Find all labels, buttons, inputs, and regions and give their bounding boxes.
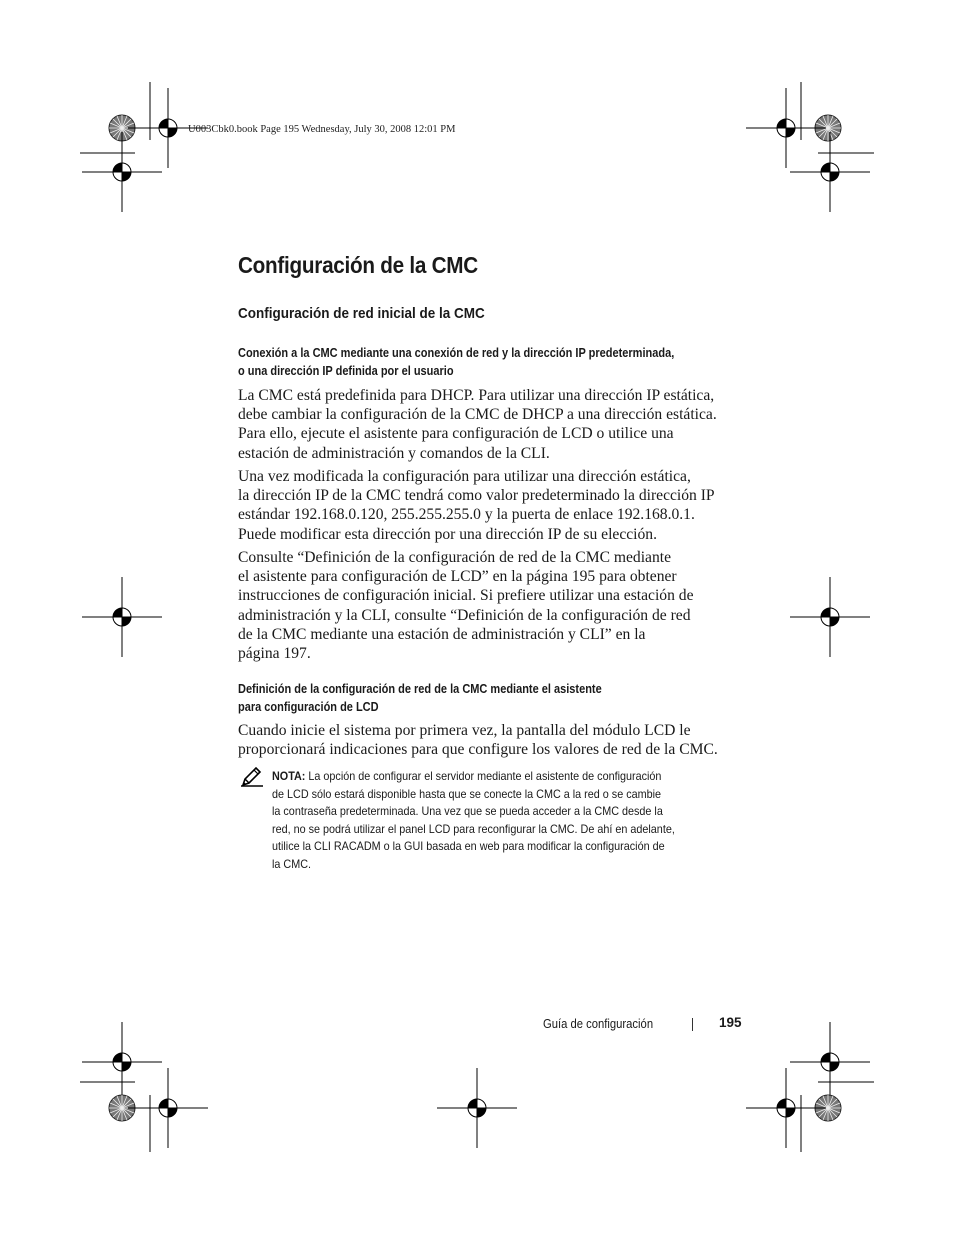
section-heading: Configuración de red inicial de la CMC xyxy=(238,305,485,322)
text-line: Una vez modificada la configuración para utilizar una dirección estática, xyxy=(238,468,691,485)
pencil-note-icon xyxy=(240,767,264,787)
crosshair-icon xyxy=(82,132,162,212)
crosshair-icon xyxy=(790,1022,870,1102)
text-line: la dirección IP de la CMC tendrá como valor predeterminado la dirección IP xyxy=(238,487,715,505)
crosshair-icon xyxy=(437,1068,517,1148)
crosshair-icon xyxy=(790,577,870,657)
note-line: la contraseña predeterminada. Una vez que se pueda acceder a la CMC desde la xyxy=(272,804,663,818)
text-line: estación de administración y comandos de la CLI. xyxy=(238,444,550,462)
footer-label: Guía de configuración xyxy=(543,1017,654,1031)
text-line: Para ello, ejecute el asistente para configuración de LCD o utilice una xyxy=(238,425,674,443)
text-line: La CMC está predefinida para DHCP. Para utilizar una dirección IP estática, xyxy=(238,387,715,404)
text-line: Puede modificar esta dirección por una dirección IP de su elección. xyxy=(238,525,657,543)
subsection-heading-connection xyxy=(238,344,674,380)
text-line: administración y la CLI, consulte “Definición de la configuración de red xyxy=(238,606,691,624)
footer-separator xyxy=(692,1018,693,1031)
paragraph-dhcp xyxy=(238,386,717,463)
heading-line: o una dirección IP definida por el usuario xyxy=(238,364,454,378)
page-number: 195 xyxy=(719,1015,742,1030)
text-line: instrucciones de configuración inicial. Si prefiere utilizar una estación de xyxy=(238,587,694,605)
paragraph-static-ip xyxy=(238,467,715,544)
paragraph-references xyxy=(238,548,694,663)
note-block xyxy=(272,768,675,873)
text-line: proporcionará indicaciones para que configure los valores de red de la CMC. xyxy=(238,741,718,759)
text-line: Cuando inicie el sistema por primera vez, la pantalla del módulo LCD le xyxy=(238,722,691,739)
subsection-heading-lcd xyxy=(238,680,602,716)
text-line: debe cambiar la configuración de la CMC de DHCP a una dirección estática. xyxy=(238,406,717,424)
heading-line: para configuración de LCD xyxy=(238,700,379,714)
note-line: la CMC. xyxy=(272,856,312,871)
paragraph-lcd-intro xyxy=(238,721,718,759)
note-line: utilice la CLI RACADM o la GUI basada en web para modificar la configuración de xyxy=(272,839,665,853)
text-line: Consulte “Definición de la configuración de red de la CMC mediante xyxy=(238,549,672,566)
crosshair-icon xyxy=(746,1068,826,1148)
note-text: La opción de configurar el servidor mediante el asistente de configuración xyxy=(305,769,662,783)
text-line: de la CMC mediante una estación de administración y CLI” en la xyxy=(238,625,646,643)
print-slug: U003Cbk0.book Page 195 Wednesday, July 30, 2008 12:01 PM xyxy=(188,124,456,135)
crosshair-icon xyxy=(746,88,826,168)
page-title: Configuración de la CMC xyxy=(238,252,478,278)
note-label: NOTA: xyxy=(272,769,306,783)
note-line: red, no se podrá utilizar el panel LCD para reconfigurar la CMC. De ahí en adelante, xyxy=(272,821,675,836)
note-line: de LCD sólo estará disponible hasta que se conecte la CMC a la red o se cambie xyxy=(272,786,662,801)
crosshair-icon xyxy=(790,132,870,212)
heading-line: Conexión a la CMC mediante una conexión de red y la dirección IP predeterminada, xyxy=(238,346,675,360)
crosshair-icon xyxy=(82,1022,162,1102)
text-line: estándar 192.168.0.120, 255.255.255.0 y la puerta de enlace 192.168.0.1. xyxy=(238,506,695,524)
note-line xyxy=(272,768,675,786)
crosshair-icon xyxy=(82,577,162,657)
crosshair-icon xyxy=(128,1068,208,1148)
text-line: página 197. xyxy=(238,645,311,663)
heading-line: Definición de la configuración de red de la CMC mediante el asistente xyxy=(238,682,602,696)
text-line: el asistente para configuración de LCD” en la página 195 para obtener xyxy=(238,568,677,586)
